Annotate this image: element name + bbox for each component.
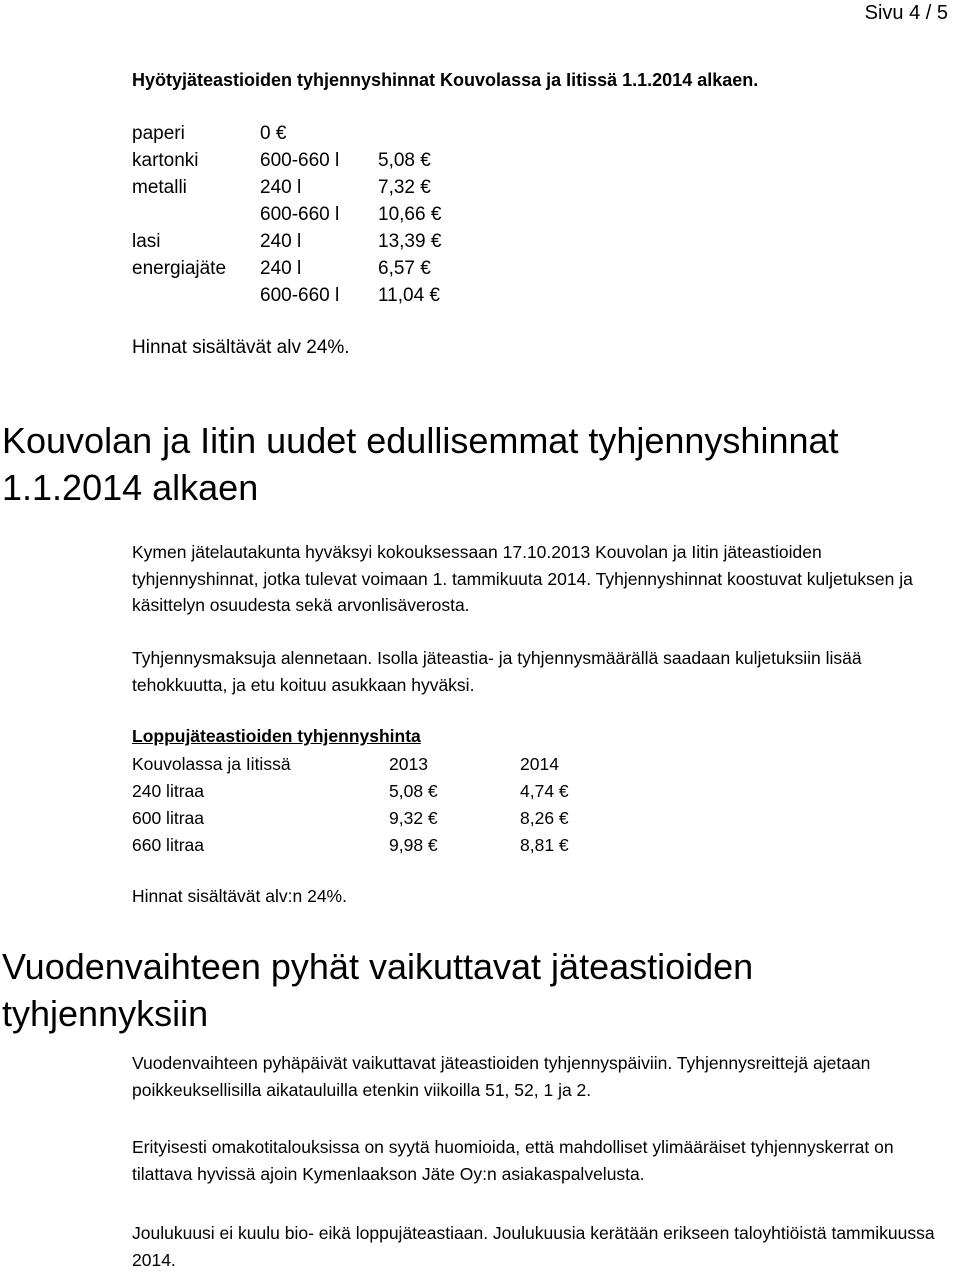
- vat-note: Hinnat sisältävät alv 24%.: [132, 337, 350, 358]
- bin-size: 0 €: [260, 123, 287, 144]
- heading-line: tyhjennyksiin: [2, 993, 209, 1034]
- paragraph: Tyhjennysmaksuja alennetaan. Isolla jäteastia- ja tyhjennysmäärällä saadaan kuljetuksiin lisää tehokkuutta, ja etu koituu asukkaan hyväksi.: [132, 648, 862, 695]
- bin-type: lasi: [132, 231, 161, 252]
- bin-type: energiajäte: [132, 258, 227, 279]
- heading-line: Kouvolan ja Iitin uudet edullisemmat tyhjennyshinnat: [2, 420, 839, 461]
- price-2013: 5,08 €: [389, 781, 438, 801]
- bin-type: paperi: [132, 123, 185, 144]
- section-heading: [2, 943, 753, 1037]
- heading-line: Vuodenvaihteen pyhät vaikuttavat jäteastioiden: [2, 946, 754, 987]
- bin-size: 600-660 l: [260, 150, 340, 171]
- bin-price: 6,57 €: [378, 258, 431, 279]
- price-2013: 9,32 €: [389, 808, 438, 828]
- bin-size: 600-660 l: [260, 204, 340, 225]
- bin-size: 600-660 l: [260, 285, 340, 306]
- bin-type: metalli: [132, 177, 187, 198]
- bin-price: 5,08 €: [378, 150, 431, 171]
- header-label: Kouvolassa ja Iitissä: [132, 754, 291, 774]
- paragraph: Vuodenvaihteen pyhäpäivät vaikuttavat jäteastioiden tyhjennyspäiviin. Tyhjennysreittejä ajetaan poikkeuksellisilla aikatauluilla etenkin viikoilla 51, 52, 1 ja 2.: [132, 1053, 871, 1100]
- price-2014: 4,74 €: [520, 781, 569, 801]
- bin-price: 10,66 €: [378, 204, 442, 225]
- section-heading: [2, 417, 839, 511]
- bin-size: 240 l: [260, 231, 302, 252]
- bin-size: 240 litraa: [132, 781, 204, 801]
- heading-line: 1.1.2014 alkaen: [2, 467, 259, 508]
- bin-price: 11,04 €: [378, 285, 440, 306]
- bin-price: 7,32 €: [378, 177, 431, 198]
- bin-price: 13,39 €: [378, 231, 442, 252]
- paragraph: Kymen jätelautakunta hyväksyi kokouksessaan 17.10.2013 Kouvolan ja Iitin jäteastioiden tyhjennyshinnat, jotka tulevat voimaan 1. tammikuuta 2014. Tyhjennyshinnat koostuvat kuljetuksen ja käsittelyn osuudesta sekä arvonlisäverosta.: [132, 542, 913, 615]
- price-2014: 8,81 €: [520, 835, 569, 855]
- bin-size: 600 litraa: [132, 808, 204, 828]
- price-2014: 8,26 €: [520, 808, 569, 828]
- price-2013: 9,98 €: [389, 835, 438, 855]
- bin-size: 240 l: [260, 177, 302, 198]
- paragraph: Erityisesti omakotitalouksissa on syytä huomioida, että mahdolliset ylimääräiset tyhjennyskerrat on tilattava hyvissä ajoin Kymenlaakson Jäte Oy:n asiakaspalvelusta.: [132, 1137, 894, 1184]
- header-year-2014: 2014: [520, 754, 559, 774]
- page-number: Sivu 4 / 5: [864, 2, 948, 24]
- vat-note: Hinnat sisältävät alv:n 24%.: [132, 886, 347, 906]
- header-year-2013: 2013: [389, 754, 428, 774]
- recycling-prices-title: Hyötyjäteastioiden tyhjennyshinnat Kouvolassa ja Iitissä 1.1.2014 alkaen.: [132, 70, 759, 90]
- table-title: Loppujäteastioiden tyhjennyshinta: [132, 726, 421, 746]
- bin-size: 240 l: [260, 258, 302, 279]
- bin-size: 660 litraa: [132, 835, 204, 855]
- paragraph: Joulukuusi ei kuulu bio- eikä loppujäteastiaan. Joulukuusia kerätään erikseen taloyhtiöistä tammikuussa 2014.: [132, 1223, 935, 1270]
- bin-type: kartonki: [132, 150, 199, 171]
